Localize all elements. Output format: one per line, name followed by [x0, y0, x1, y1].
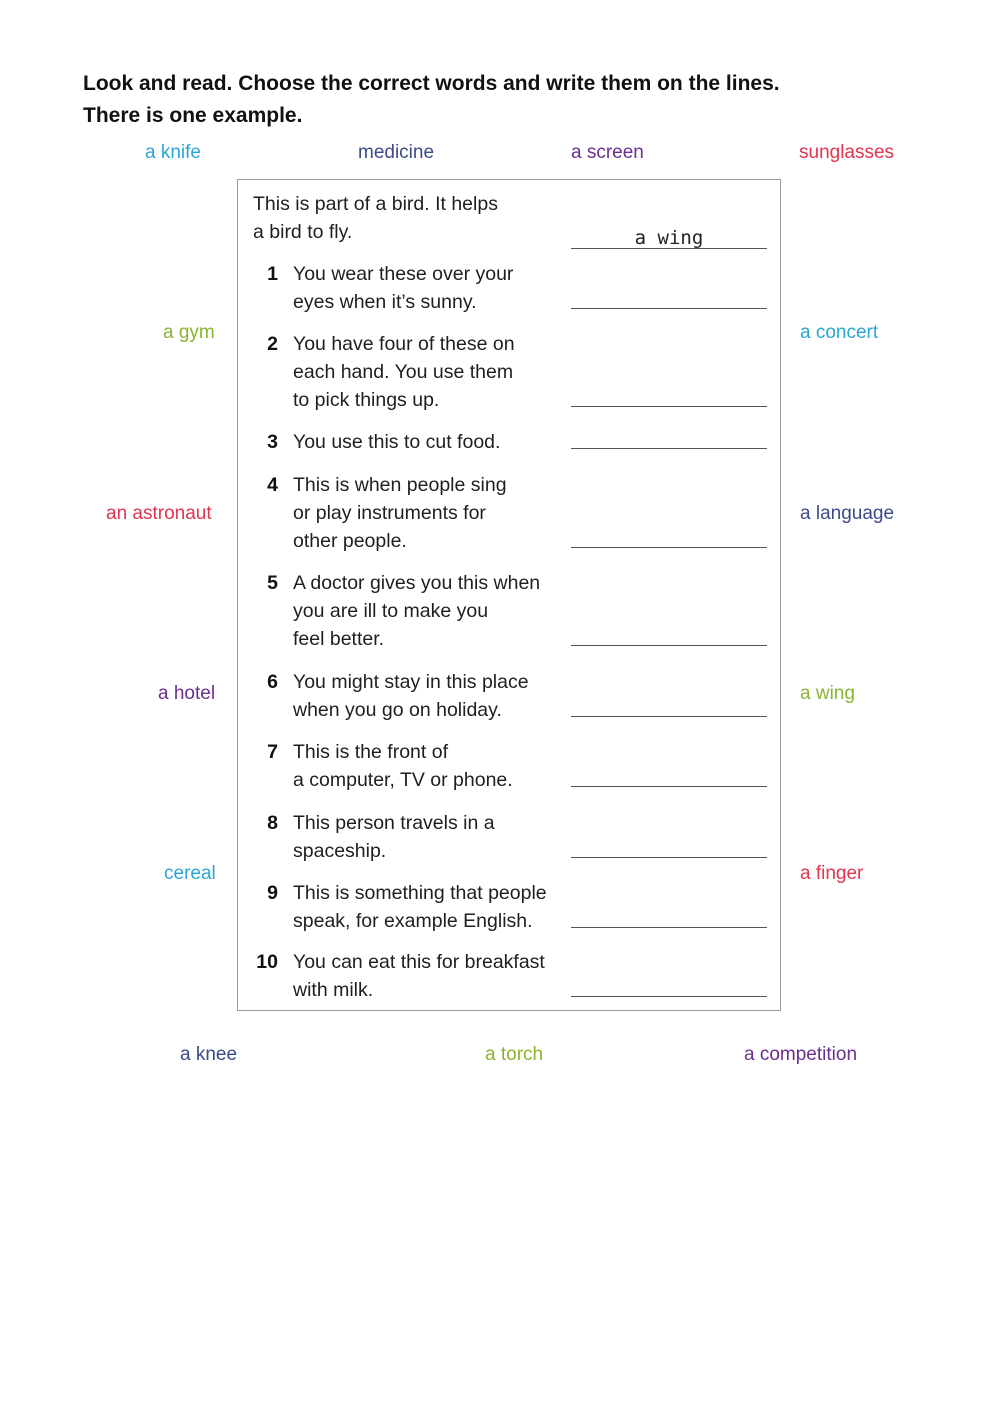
- question-text-line: a computer, TV or phone.: [293, 769, 513, 791]
- question-text-line: when you go on holiday.: [293, 699, 502, 721]
- example-text-line-1: This is part of a bird. It helps: [253, 193, 498, 215]
- question-number: 6: [267, 671, 278, 693]
- word-a-language: a language: [800, 503, 895, 524]
- word-a-knee: a knee: [180, 1044, 238, 1065]
- question-number: 9: [267, 882, 278, 904]
- word-an-astronaut: an astronaut: [106, 503, 212, 524]
- question-text-line: eyes when it’s sunny.: [293, 291, 477, 313]
- word-a-screen: a screen: [571, 142, 644, 163]
- word-a-hotel: a hotel: [158, 683, 216, 704]
- question-number: 8: [267, 812, 278, 834]
- question-text: [293, 879, 563, 935]
- question-number: 5: [267, 572, 278, 594]
- question-number: 7: [267, 741, 278, 763]
- question-text-line: speak, for example English.: [293, 910, 533, 932]
- question-text-line: You wear these over your: [293, 263, 514, 285]
- word-cereal: cereal: [164, 863, 216, 884]
- example-answer-line: [571, 248, 767, 249]
- answer-line-6[interactable]: [571, 716, 767, 717]
- question-text: [293, 809, 563, 865]
- question-text: [293, 428, 563, 456]
- question-text: [293, 471, 563, 555]
- question-text: [293, 569, 563, 653]
- answer-line-10[interactable]: [571, 996, 767, 997]
- answer-line-2[interactable]: [571, 406, 767, 407]
- answer-line-8[interactable]: [571, 857, 767, 858]
- question-text-line: You might stay in this place: [293, 671, 529, 693]
- question-text-line: You use this to cut food.: [293, 431, 501, 453]
- question-text: [293, 260, 563, 316]
- word-a-wing: a wing: [800, 683, 855, 704]
- answer-line-7[interactable]: [571, 786, 767, 787]
- word-sunglasses: sunglasses: [799, 142, 895, 163]
- question-text: [293, 330, 563, 414]
- question-text-line: you are ill to make you: [293, 600, 489, 622]
- answer-line-1[interactable]: [571, 308, 767, 309]
- question-text: [293, 738, 563, 794]
- word-a-knife: a knife: [145, 142, 201, 163]
- question-text-line: each hand. You use them: [293, 361, 514, 383]
- instructions-line-2: There is one example.: [83, 104, 303, 127]
- answer-line-9[interactable]: [571, 927, 767, 928]
- answer-line-5[interactable]: [571, 645, 767, 646]
- question-text-line: You can eat this for breakfast: [293, 951, 545, 973]
- question-text-line: This is when people sing: [293, 474, 507, 496]
- example-answer: a wing: [634, 227, 704, 249]
- question-number: 1: [267, 263, 278, 285]
- question-text-line: You have four of these on: [293, 333, 515, 355]
- example-text-line-2: a bird to fly.: [253, 221, 353, 243]
- question-text-line: other people.: [293, 530, 407, 552]
- question-text-line: feel better.: [293, 628, 385, 650]
- question-text-line: or play instruments for: [293, 502, 486, 524]
- question-number: 3: [267, 431, 278, 453]
- word-a-gym: a gym: [163, 322, 215, 343]
- example-text: [253, 190, 563, 246]
- answer-line-4[interactable]: [571, 547, 767, 548]
- answer-line-3[interactable]: [571, 448, 767, 449]
- question-text-line: to pick things up.: [293, 389, 440, 411]
- question-text-line: This is something that people: [293, 882, 547, 904]
- question-text: [293, 668, 563, 724]
- word-a-competition: a competition: [744, 1044, 858, 1065]
- question-text: [293, 948, 563, 1004]
- word-a-torch: a torch: [485, 1044, 544, 1065]
- question-number: 10: [256, 951, 278, 973]
- question-text-line: This person travels in a: [293, 812, 495, 834]
- question-text-line: A doctor gives you this when: [293, 572, 541, 594]
- word-medicine: medicine: [358, 142, 435, 163]
- word-a-concert: a concert: [800, 322, 879, 343]
- instructions: [83, 68, 943, 132]
- word-a-finger: a finger: [800, 863, 864, 884]
- question-number: 4: [267, 474, 278, 496]
- questions-box: [237, 179, 781, 1011]
- question-text-line: This is the front of: [293, 741, 448, 763]
- question-text-line: spaceship.: [293, 840, 387, 862]
- question-text-line: with milk.: [293, 979, 374, 1001]
- question-number: 2: [267, 333, 278, 355]
- instructions-line-1: Look and read. Choose the correct words and write them on the lines.: [83, 72, 780, 95]
